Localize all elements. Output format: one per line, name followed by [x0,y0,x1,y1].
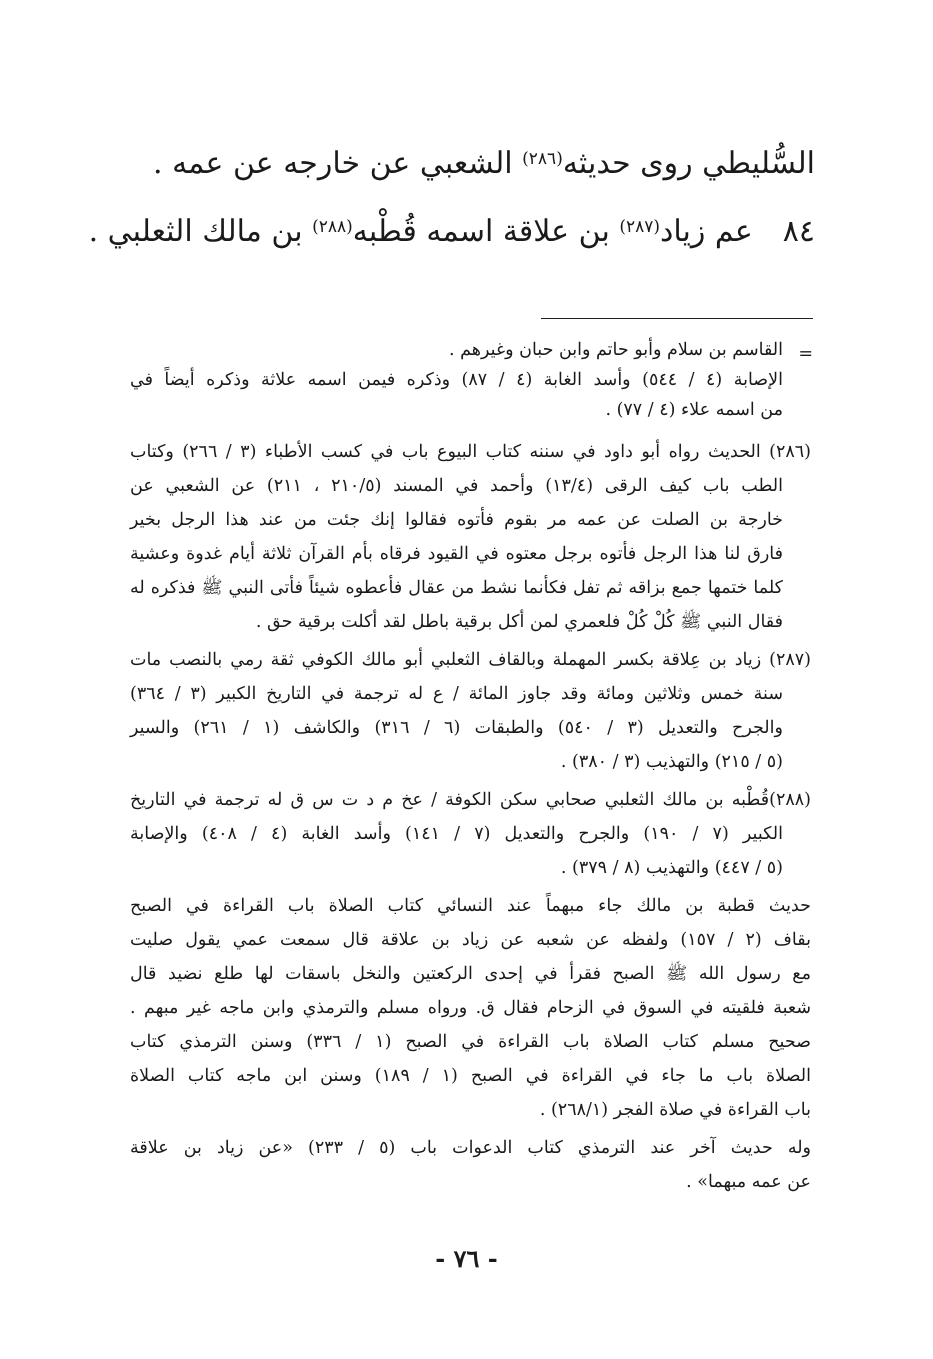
main-text-after-ref: الشعبي عن خارجه عن عمه . [153,146,523,181]
footnote-286-line: فارق لنا هذا الرجل فأتوه برجل معتوه في القيود فرقاه بأم القرآن ثلاثة أيام غدوة وعشية [130,544,783,564]
main-text-line-1 [115,144,815,184]
footnote-ref-286[interactable]: (٢٨٦) [522,149,563,169]
entry-text-part-2: بن علاقة اسمه قُطْبه [352,214,620,249]
footnote-286-line: كلما ختمها جمع بزاقه ثم تفل فكأنما نشط من عقال فأعطوه شيئاً فأتى النبي ﷺ فذكره له [130,578,783,598]
footnote-288-line: حديث قطبة بن مالك جاء مبهماً عند النسائي كتاب الصلاة باب القراءة في الصبح [130,896,811,916]
main-text-line-2 [88,212,815,252]
footnote-288-line: بقاف (٢ / ١٥٧) ولفظه عن شعبه عن زياد بن علاقة قال سمعت عمي يقول صليت [130,930,811,950]
footnote-287-line: (٢٨٧) زياد بن عِلاقة بكسر المهملة وبالقاف الثعلبي أبو مالك الكوفي ثقة رمي بالنصب مات [130,650,811,670]
footnote-287-line: سنة خمس وثلاثين ومائة وقد جاوز المائة / ع له ترجمة في التاريخ الكبير (٣ / ٣٦٤) [130,684,783,704]
footnote-line: القاسم بن سلام وأبو حاتم وابن حبان وغيرهم . [449,340,783,360]
footnote-288-line: باب القراءة في صلاة الفجر (٢٦٨/١) . [539,1100,811,1120]
footnote-ref-287[interactable]: (٢٨٧) [619,217,661,237]
footnote-287-line: والجرح والتعديل (٣ / ٥٤٠) والطبقات (٦ / ٣١٦) والكاشف (١ / ٢٦١) والسير [130,718,783,738]
footnote-288-line: (٢٨٨)قُطْبه بن مالك الثعلبي صحابي سكن الكوفة / عخ م د ت س ق له ترجمة في التاريخ [130,790,811,810]
footnote-286-line: فقال النبي ﷺ كُلْ كُلْ فلعمري لمن أكل برقية باطل لقد أكلت برقية حق . [255,612,783,632]
page-number: - ٧٦ - [435,1244,498,1273]
footnote-288-line: (٥ / ٤٤٧) والتهذيب (٨ / ٣٧٩) . [560,858,783,878]
entry-number: ٨٤ [782,214,815,249]
footnote-ref-288[interactable]: (٢٨٨) [312,217,353,237]
footnote-287-line: (٥ / ٢١٥) والتهذيب (٣ / ٣٨٠) . [560,752,783,772]
footnote-286-line: (٢٨٦) الحديث رواه أبو داود في سننه كتاب البيوع باب في كسب الأطباء (٣ / ٢٦٦) وكتاب [130,442,811,462]
footnote-288-line: الصلاة باب ما جاء في القراءة في الصبح (١ / ١٨٩) وسنن ابن ماجه كتاب الصلاة [130,1066,811,1086]
footnote-288-line: وله حديث آخر عند الترمذي كتاب الدعوات باب (٥ / ٢٣٣) «عن زياد بن علاقة [130,1138,811,1158]
footnote-288-line: صحيح مسلم كتاب الصلاة باب القراءة في الصبح (١ / ٣٣٦) وسنن الترمذي كتاب [130,1032,811,1052]
footnote-286-line: خارجة بن الصلت عن عمه مر بقوم فأتوه فقالوا إنك جئت من عند هذا الرجل بخير [130,510,783,530]
footnote-line: الإصابة (٤ / ٥٤٤) وأسد الغابة (٤ / ٨٧) وذكره فيمن اسمه علاثة وذكره أيضاً في [130,370,783,390]
footnote-288-line: عن عمه مبهما» . [686,1172,811,1192]
main-text-before-ref: السُّليطي روى حديثه [562,146,815,181]
footnote-288-line: الكبير (٧ / ١٩٠) والجرح والتعديل (٧ / ١٤١) وأسد الغابة (٤ / ٤٠٨) والإصابة [130,824,783,844]
footnote-288-line: شعبة فلقيته في السوق في الزحام فقال ق. ورواه مسلم والترمذي وابن ماجه غير مبهم . [130,998,811,1018]
footnote-286-line: الطب باب كيف الرقى (١٣/٤) وأحمد في المسند (٢١٠/٥ ، ٢١١) عن الشعبي عن [130,476,783,496]
footnote-288-line: مع رسول الله ﷺ الصبح فقرأ في إحدى الركعتين والنخل باسقات لها طلع نضيد قال [130,964,811,984]
entry-text-part-3: بن مالك الثعلبي . [88,214,313,249]
footnote-line: من اسمه علاء (٤ / ٧٧) . [605,400,783,420]
footnote-separator [541,318,813,319]
continuation-marker: = [798,344,813,364]
entry-text-part-1: عم زياد [660,214,753,249]
